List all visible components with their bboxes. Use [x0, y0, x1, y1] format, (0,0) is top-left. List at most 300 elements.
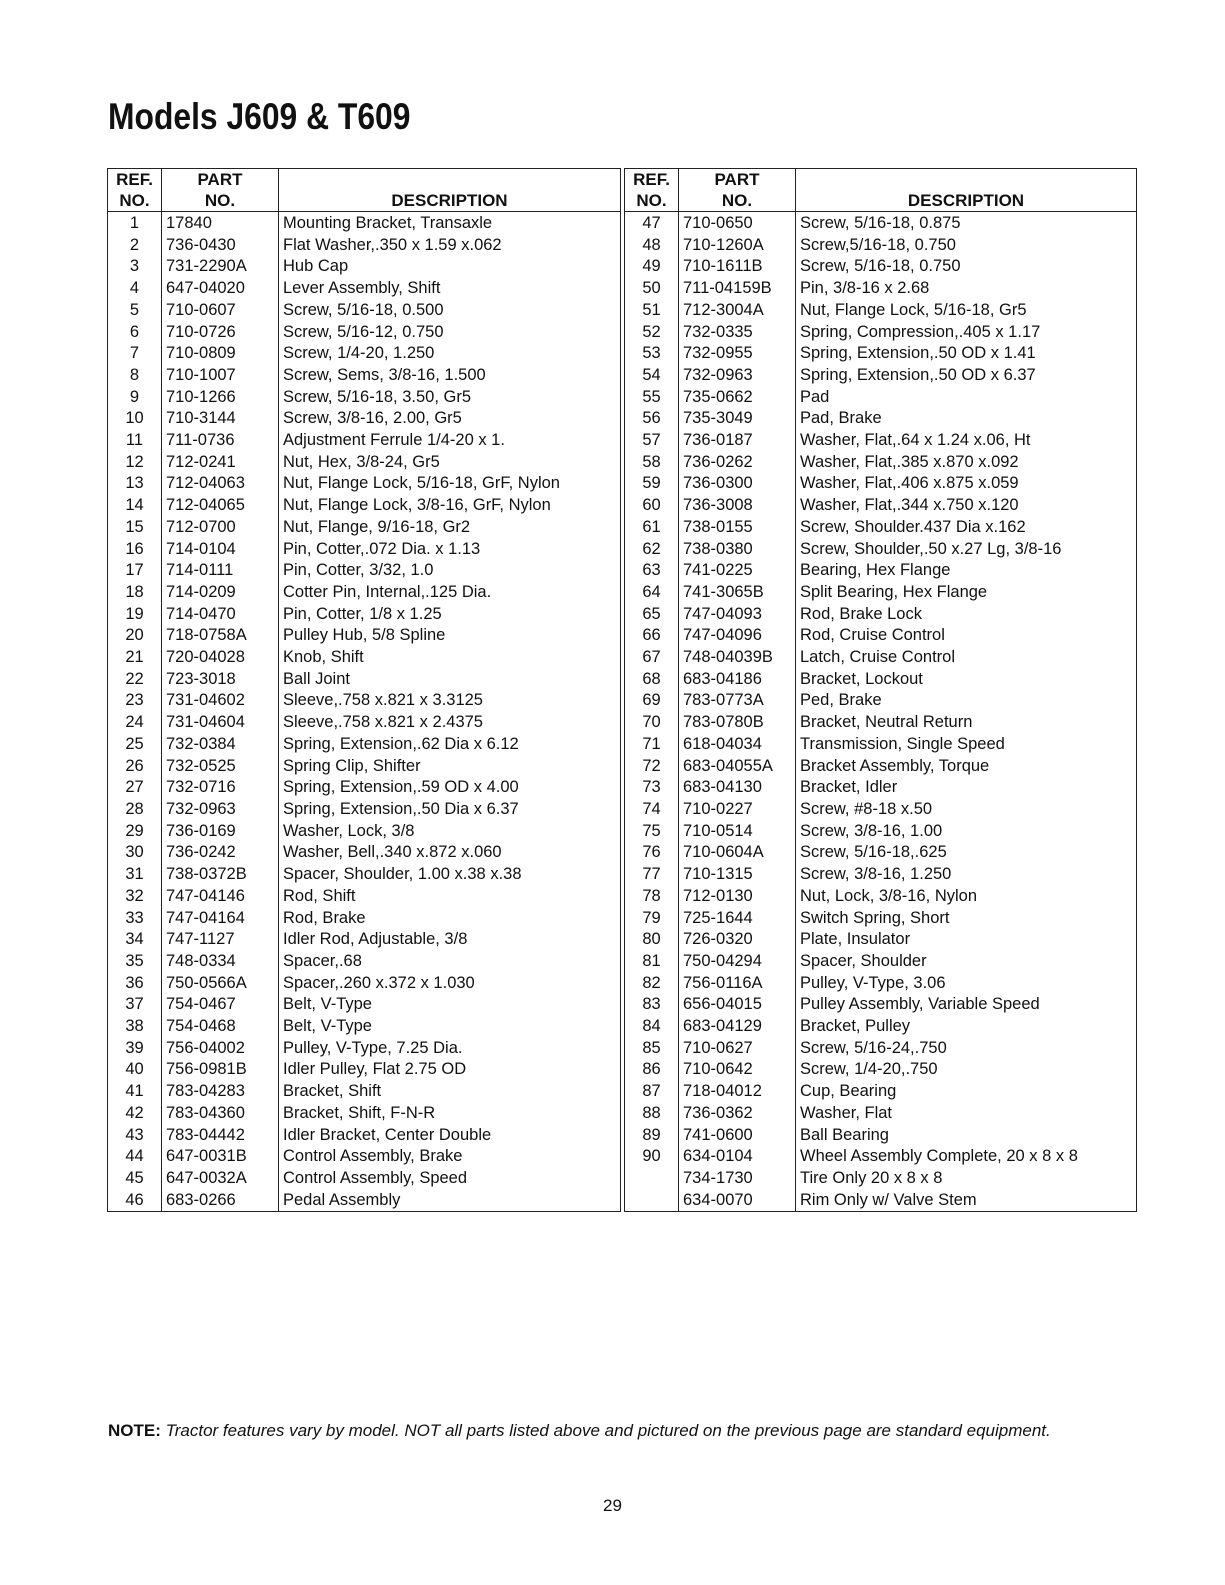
table-row — [625, 300, 1137, 322]
table-row — [108, 560, 621, 582]
table-row — [625, 408, 1137, 430]
table-row — [108, 278, 621, 300]
part-no-cell: 783-0773A — [679, 690, 796, 712]
description-cell: Spring, Extension,.59 OD x 4.00 — [283, 778, 519, 797]
table-header-row — [108, 169, 621, 212]
ref-no-cell: 3 — [108, 256, 162, 278]
part-no-cell: 720-04028 — [162, 647, 279, 669]
table-row — [625, 712, 1137, 734]
table-row — [625, 1059, 1137, 1081]
ref-no-cell: 45 — [108, 1168, 162, 1190]
description-cell: Bracket, Pulley — [800, 1017, 911, 1036]
part-no-cell: 634-0104 — [679, 1146, 796, 1168]
description-cell: Pin, Cotter, 1/8 x 1.25 — [283, 604, 442, 623]
description-cell: Spring, Extension,.50 OD x 6.37 — [800, 365, 1036, 384]
description-cell: Screw, Shoulder,.50 x.27 Lg, 3/8-16 — [800, 539, 1062, 558]
part-no-cell: 736-0362 — [679, 1103, 796, 1125]
ref-no-cell: 66 — [625, 625, 679, 647]
description-cell: Rim Only w/ Valve Stem — [800, 1190, 977, 1209]
description-cell: Hub Cap — [283, 257, 349, 276]
part-no-cell: 714-0111 — [162, 560, 279, 582]
ref-no-cell: 61 — [625, 517, 679, 539]
part-no-cell: 656-04015 — [679, 994, 796, 1016]
part-no-cell: 710-1611B — [679, 256, 796, 278]
part-no-cell: 683-04186 — [679, 669, 796, 691]
description-cell: Pulley, V-Type, 7.25 Dia. — [283, 1038, 463, 1057]
table-row — [625, 1190, 1137, 1212]
description-cell: Transmission, Single Speed — [800, 734, 1005, 753]
ref-no-cell: 50 — [625, 278, 679, 300]
description-cell: Screw, 3/8-16, 1.00 — [800, 821, 943, 840]
description-cell: Cup, Bearing — [800, 1082, 897, 1101]
description-cell: Ball Bearing — [800, 1125, 889, 1144]
description-cell: Rod, Brake Lock — [800, 604, 922, 623]
ref-no-cell: 79 — [625, 908, 679, 930]
part-no-cell: 741-0600 — [679, 1125, 796, 1147]
table-row — [625, 387, 1137, 409]
part-no-cell: 710-0726 — [162, 322, 279, 344]
table-row — [625, 517, 1137, 539]
description-cell: Washer, Bell,.340 x.872 x.060 — [283, 843, 502, 862]
table-row — [625, 1016, 1137, 1038]
description-cell: Nut, Lock, 3/8-16, Nylon — [800, 886, 978, 905]
table-row — [108, 1168, 621, 1190]
ref-no-cell: 86 — [625, 1059, 679, 1081]
part-no-cell: 725-1644 — [679, 908, 796, 930]
description-cell: Rod, Shift — [283, 886, 356, 905]
part-no-cell: 726-0320 — [679, 929, 796, 951]
part-no-cell: 710-0227 — [679, 799, 796, 821]
ref-no-cell: 49 — [625, 256, 679, 278]
ref-no-cell: 57 — [625, 430, 679, 452]
table-row — [625, 473, 1137, 495]
table-row — [625, 994, 1137, 1016]
table-row — [625, 625, 1137, 647]
part-no-cell: 783-04283 — [162, 1081, 279, 1103]
ref-no-cell: 5 — [108, 300, 162, 322]
part-no-cell: 783-04360 — [162, 1103, 279, 1125]
description-cell: Washer, Flat,.344 x.750 x.120 — [800, 496, 1019, 515]
ref-no-cell: 31 — [108, 864, 162, 886]
table-row — [108, 1016, 621, 1038]
part-no-cell: 731-04602 — [162, 690, 279, 712]
table-row — [108, 408, 621, 430]
ref-no-cell: 33 — [108, 908, 162, 930]
table-row — [625, 1038, 1137, 1060]
description-cell: Pulley, V-Type, 3.06 — [800, 973, 946, 992]
description-cell: Spring, Extension,.50 Dia x 6.37 — [283, 799, 519, 818]
description-cell: Pin, Cotter,.072 Dia. x 1.13 — [283, 539, 481, 558]
part-no-cell: 750-0566A — [162, 973, 279, 995]
part-no-cell: 754-0468 — [162, 1016, 279, 1038]
part-no-cell: 712-04063 — [162, 473, 279, 495]
description-cell: Screw, 5/16-18,.625 — [800, 843, 947, 862]
table-row — [108, 343, 621, 365]
table-row — [108, 669, 621, 691]
ref-no-cell: 90 — [625, 1146, 679, 1168]
ref-no-cell: 39 — [108, 1038, 162, 1060]
table-row — [625, 756, 1137, 778]
note-label: NOTE: — [108, 1421, 161, 1440]
table-row — [108, 994, 621, 1016]
part-no-cell: 718-04012 — [679, 1081, 796, 1103]
page-title: Models J609 & T609 — [108, 96, 411, 137]
part-no-cell: 710-1315 — [679, 864, 796, 886]
part-no-cell: 783-0780B — [679, 712, 796, 734]
description-cell: Screw, 1/4-20, 1.250 — [283, 344, 435, 363]
ref-no-cell: 7 — [108, 343, 162, 365]
ref-no-cell: 22 — [108, 669, 162, 691]
part-no-cell: 710-0514 — [679, 821, 796, 843]
description-cell: Sleeve,.758 x.821 x 2.4375 — [283, 713, 483, 732]
table-row — [625, 886, 1137, 908]
description-cell: Idler Bracket, Center Double — [283, 1125, 492, 1144]
table-row — [108, 821, 621, 843]
table-row — [108, 886, 621, 908]
description-cell: Lever Assembly, Shift — [283, 279, 441, 298]
description-cell: Plate, Insulator — [800, 930, 911, 949]
description-cell: Screw, 3/8-16, 1.250 — [800, 865, 952, 884]
table-row — [625, 560, 1137, 582]
part-no-cell: 741-0225 — [679, 560, 796, 582]
part-no-cell: 735-0662 — [679, 387, 796, 409]
part-no-cell: 732-0335 — [679, 322, 796, 344]
table-row — [108, 734, 621, 756]
description-cell: Split Bearing, Hex Flange — [800, 582, 988, 601]
part-no-cell: 747-04164 — [162, 908, 279, 930]
table-row — [108, 495, 621, 517]
part-no-cell: 756-04002 — [162, 1038, 279, 1060]
description-cell: Latch, Cruise Control — [800, 648, 955, 667]
description-cell: Belt, V-Type — [283, 995, 372, 1014]
ref-no-cell: 38 — [108, 1016, 162, 1038]
description-cell: Spring, Compression,.405 x 1.17 — [800, 322, 1041, 341]
ref-no-cell — [625, 1190, 679, 1212]
ref-no-cell: 78 — [625, 886, 679, 908]
part-no-cell: 731-2290A — [162, 256, 279, 278]
table-row — [625, 322, 1137, 344]
table-row — [108, 777, 621, 799]
ref-no-cell: 43 — [108, 1125, 162, 1147]
description-cell: Pedal Assembly — [283, 1190, 401, 1209]
part-no-cell: 732-0525 — [162, 756, 279, 778]
description-header: DESCRIPTION — [279, 169, 621, 212]
part-no-cell: 750-04294 — [679, 951, 796, 973]
part-no-cell: 710-0809 — [162, 343, 279, 365]
table-row — [625, 582, 1137, 604]
ref-no-cell: 81 — [625, 951, 679, 973]
ref-no-cell: 28 — [108, 799, 162, 821]
ref-no-cell: 42 — [108, 1103, 162, 1125]
ref-no-cell: 89 — [625, 1125, 679, 1147]
ref-no-cell: 11 — [108, 430, 162, 452]
description-cell: Washer, Flat,.64 x 1.24 x.06, Ht — [800, 431, 1031, 450]
ref-no-cell: 67 — [625, 647, 679, 669]
description-cell: Belt, V-Type — [283, 1017, 372, 1036]
table-row — [108, 929, 621, 951]
table-row — [108, 365, 621, 387]
ref-no-cell: 60 — [625, 495, 679, 517]
part-no-cell: 748-0334 — [162, 951, 279, 973]
ref-no-cell: 68 — [625, 669, 679, 691]
parts-table-left — [107, 168, 621, 1212]
part-no-cell: 712-0700 — [162, 517, 279, 539]
description-cell: Spacer,.260 x.372 x 1.030 — [283, 973, 475, 992]
description-cell: Screw, 5/16-18, 0.500 — [283, 300, 444, 319]
table-row — [625, 734, 1137, 756]
table-row — [625, 1168, 1137, 1190]
ref-no-cell: 24 — [108, 712, 162, 734]
description-cell: Bracket, Idler — [800, 778, 898, 797]
description-cell: Pad, Brake — [800, 409, 882, 428]
table-row — [108, 430, 621, 452]
table-row — [108, 582, 621, 604]
part-no-cell: 711-04159B — [679, 278, 796, 300]
ref-no-cell: 54 — [625, 365, 679, 387]
ref-no-cell: 30 — [108, 842, 162, 864]
table-row — [625, 278, 1137, 300]
description-cell: Screw, 3/8-16, 2.00, Gr5 — [283, 409, 462, 428]
table-row — [108, 1103, 621, 1125]
description-cell: Spacer, Shoulder, 1.00 x.38 x.38 — [283, 865, 522, 884]
part-no-cell: 747-04093 — [679, 604, 796, 626]
part-no-cell: 710-3144 — [162, 408, 279, 430]
ref-no-cell: 23 — [108, 690, 162, 712]
part-no-cell: 735-3049 — [679, 408, 796, 430]
part-no-cell: 710-0604A — [679, 842, 796, 864]
description-cell: Bracket Assembly, Torque — [800, 756, 990, 775]
table-row — [108, 1081, 621, 1103]
ref-no-cell: 64 — [625, 582, 679, 604]
table-row — [625, 343, 1137, 365]
ref-no-cell: 25 — [108, 734, 162, 756]
table-row — [625, 1103, 1137, 1125]
table-row — [108, 842, 621, 864]
table-row — [108, 256, 621, 278]
table-row — [625, 690, 1137, 712]
part-no-cell: 710-0642 — [679, 1059, 796, 1081]
table-header-row — [625, 169, 1137, 212]
part-no-cell: 712-04065 — [162, 495, 279, 517]
description-cell: Bracket, Lockout — [800, 669, 923, 688]
description-cell: Screw, Sems, 3/8-16, 1.500 — [283, 365, 486, 384]
description-cell: Spring, Extension,.62 Dia x 6.12 — [283, 734, 519, 753]
ref-no-cell: 48 — [625, 235, 679, 257]
description-cell: Washer, Flat,.406 x.875 x.059 — [800, 474, 1019, 493]
part-no-cell: 732-0955 — [679, 343, 796, 365]
table-row — [108, 625, 621, 647]
ref-no-cell: 2 — [108, 235, 162, 257]
ref-no-cell: 82 — [625, 973, 679, 995]
table-row — [625, 799, 1137, 821]
ref-no-cell: 52 — [625, 322, 679, 344]
ref-no-cell: 27 — [108, 777, 162, 799]
description-header: DESCRIPTION — [796, 169, 1137, 212]
ref-no-cell: 37 — [108, 994, 162, 1016]
table-row — [625, 908, 1137, 930]
part-no-cell: 618-04034 — [679, 734, 796, 756]
table-row — [625, 864, 1137, 886]
ref-no-cell: 4 — [108, 278, 162, 300]
table-row — [625, 604, 1137, 626]
table-row — [625, 430, 1137, 452]
table-row — [108, 300, 621, 322]
description-cell: Screw,5/16-18, 0.750 — [800, 235, 956, 254]
ref-no-cell: 75 — [625, 821, 679, 843]
description-cell: Screw, 5/16-18, 3.50, Gr5 — [283, 387, 472, 406]
part-no-header: PART NO. — [162, 169, 279, 212]
description-cell: Adjustment Ferrule 1/4-20 x 1. — [283, 431, 505, 450]
part-no-cell: 732-0963 — [679, 365, 796, 387]
description-cell: Pulley Assembly, Variable Speed — [800, 995, 1040, 1014]
description-cell: Control Assembly, Brake — [283, 1147, 463, 1166]
ref-no-cell: 21 — [108, 647, 162, 669]
table-row — [108, 799, 621, 821]
ref-no-cell: 10 — [108, 408, 162, 430]
part-no-cell: 647-0031B — [162, 1146, 279, 1168]
ref-no-cell: 34 — [108, 929, 162, 951]
table-row — [108, 604, 621, 626]
ref-no-cell: 56 — [625, 408, 679, 430]
part-no-cell: 711-0736 — [162, 430, 279, 452]
ref-no-cell: 47 — [625, 212, 679, 235]
description-cell: Mounting Bracket, Transaxle — [283, 214, 493, 232]
part-no-cell: 710-0627 — [679, 1038, 796, 1060]
table-row — [108, 712, 621, 734]
table-row — [108, 539, 621, 561]
part-no-cell: 732-0384 — [162, 734, 279, 756]
description-cell: Bracket, Neutral Return — [800, 713, 973, 732]
description-cell: Control Assembly, Speed — [283, 1168, 468, 1187]
description-cell: Washer, Lock, 3/8 — [283, 821, 415, 840]
ref-no-cell: 36 — [108, 973, 162, 995]
description-cell: Pulley Hub, 5/8 Spline — [283, 626, 446, 645]
table-row — [625, 365, 1137, 387]
parts-table-left-body — [108, 212, 621, 1212]
part-no-cell: 736-0262 — [679, 452, 796, 474]
ref-no-cell: 76 — [625, 842, 679, 864]
ref-no-cell: 12 — [108, 452, 162, 474]
description-cell: Screw, 5/16-24,.750 — [800, 1038, 947, 1057]
ref-no-cell: 6 — [108, 322, 162, 344]
ref-no-cell: 72 — [625, 756, 679, 778]
ref-no-cell: 19 — [108, 604, 162, 626]
description-cell: Nut, Flange, 9/16-18, Gr2 — [283, 517, 471, 536]
description-cell: Screw, #8-18 x.50 — [800, 799, 933, 818]
description-cell: Nut, Flange Lock, 5/16-18, GrF, Nylon — [283, 474, 560, 493]
part-no-cell: 712-0241 — [162, 452, 279, 474]
ref-no-cell: 8 — [108, 365, 162, 387]
ref-no-cell: 62 — [625, 539, 679, 561]
description-cell: Bracket, Shift, F-N-R — [283, 1103, 436, 1122]
ref-no-cell: 88 — [625, 1103, 679, 1125]
description-cell: Rod, Brake — [283, 908, 366, 927]
table-row — [625, 973, 1137, 995]
description-cell: Switch Spring, Short — [800, 908, 950, 927]
table-row — [108, 908, 621, 930]
table-row — [108, 1125, 621, 1147]
part-no-cell: 732-0963 — [162, 799, 279, 821]
description-cell: Nut, Flange Lock, 3/8-16, GrF, Nylon — [283, 496, 551, 515]
ref-no-cell: 71 — [625, 734, 679, 756]
description-cell: Screw, 1/4-20,.750 — [800, 1060, 938, 1079]
ref-no-cell: 77 — [625, 864, 679, 886]
part-no-cell: 747-04146 — [162, 886, 279, 908]
part-no-cell: 683-04129 — [679, 1016, 796, 1038]
description-cell: Wheel Assembly Complete, 20 x 8 x 8 — [800, 1147, 1078, 1166]
ref-no-header: REF. NO. — [625, 169, 679, 212]
ref-no-cell: 85 — [625, 1038, 679, 1060]
note-text: Tractor features vary by model. NOT all parts listed above and pictured on the previous page are standard equipment. — [165, 1421, 1051, 1440]
table-row — [108, 235, 621, 257]
ref-no-cell: 80 — [625, 929, 679, 951]
table-row — [625, 1146, 1137, 1168]
part-no-cell: 754-0467 — [162, 994, 279, 1016]
ref-no-cell: 15 — [108, 517, 162, 539]
part-no-cell: 710-1266 — [162, 387, 279, 409]
description-cell: Bracket, Shift — [283, 1082, 382, 1101]
table-row — [108, 951, 621, 973]
ref-no-cell: 35 — [108, 951, 162, 973]
part-no-cell: 723-3018 — [162, 669, 279, 691]
ref-no-cell: 17 — [108, 560, 162, 582]
table-row — [108, 690, 621, 712]
part-no-cell: 736-0430 — [162, 235, 279, 257]
page-number: 29 — [603, 1496, 622, 1515]
ref-no-cell: 73 — [625, 777, 679, 799]
description-cell: Nut, Flange Lock, 5/16-18, Gr5 — [800, 300, 1027, 319]
ref-no-cell: 26 — [108, 756, 162, 778]
table-row — [625, 929, 1137, 951]
table-row — [625, 842, 1137, 864]
part-no-cell: 714-0104 — [162, 539, 279, 561]
ref-no-cell: 40 — [108, 1059, 162, 1081]
table-row — [108, 647, 621, 669]
parts-table-right — [624, 168, 1137, 1212]
ref-no-cell: 44 — [108, 1146, 162, 1168]
description-cell: Screw, 5/16-18, 0.875 — [800, 214, 961, 232]
description-cell: Spacer, Shoulder — [800, 951, 927, 970]
table-row — [108, 756, 621, 778]
part-no-cell: 17840 — [162, 212, 279, 235]
description-cell: Rod, Cruise Control — [800, 626, 945, 645]
ref-no-cell: 83 — [625, 994, 679, 1016]
description-cell: Spring, Extension,.50 OD x 1.41 — [800, 344, 1036, 363]
table-row — [108, 212, 621, 235]
part-no-cell: 683-04130 — [679, 777, 796, 799]
ref-no-cell: 55 — [625, 387, 679, 409]
ref-no-cell: 9 — [108, 387, 162, 409]
table-row — [625, 647, 1137, 669]
ref-no-cell: 58 — [625, 452, 679, 474]
part-no-cell: 683-0266 — [162, 1190, 279, 1212]
description-cell: Spacer,.68 — [283, 951, 362, 970]
part-no-cell: 710-1007 — [162, 365, 279, 387]
ref-no-cell — [625, 1168, 679, 1190]
ref-no-header: REF. NO. — [108, 169, 162, 212]
description-cell: Ball Joint — [283, 669, 350, 688]
description-cell: Screw, 5/16-18, 0.750 — [800, 257, 961, 276]
part-no-cell: 736-0169 — [162, 821, 279, 843]
description-cell: Screw, Shoulder.437 Dia x.162 — [800, 517, 1026, 536]
part-no-cell: 736-0242 — [162, 842, 279, 864]
description-cell: Ped, Brake — [800, 691, 882, 710]
description-cell: Pin, 3/8-16 x 2.68 — [800, 279, 930, 298]
part-no-cell: 712-0130 — [679, 886, 796, 908]
table-row — [108, 517, 621, 539]
part-no-cell: 634-0070 — [679, 1190, 796, 1212]
table-row — [108, 452, 621, 474]
